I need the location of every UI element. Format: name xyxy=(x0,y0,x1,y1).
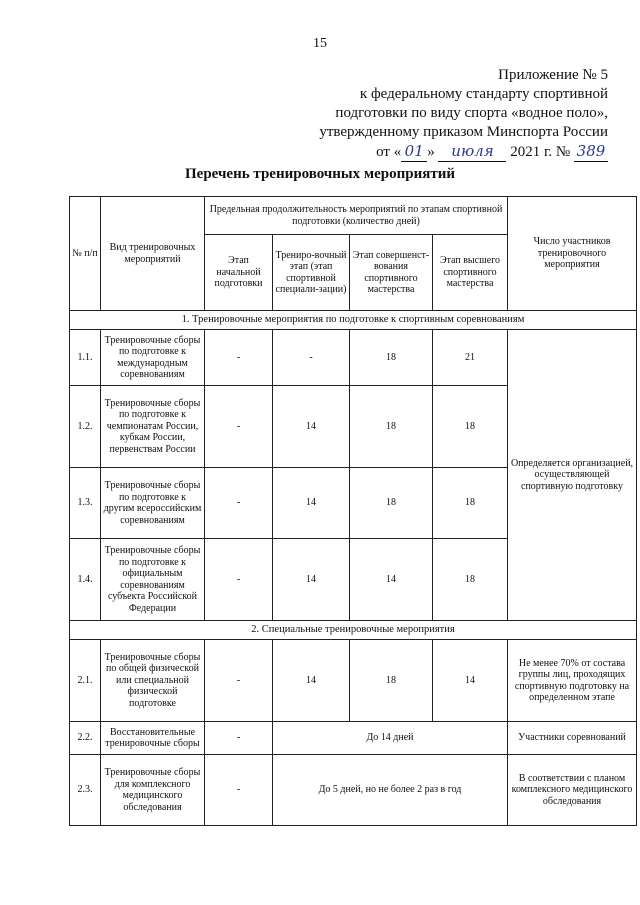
table-row xyxy=(70,640,637,722)
header-type: Вид тренировочных мероприятий xyxy=(101,197,205,311)
row-stage-4: 18 xyxy=(433,386,508,468)
row-num: 1.1. xyxy=(70,330,101,386)
appendix-line-4: утвержденному приказом Минспорта России xyxy=(319,124,608,140)
row-stage-3: 18 xyxy=(350,468,433,539)
row-stage-3: 14 xyxy=(350,539,433,621)
row-stage-4: 14 xyxy=(433,640,508,722)
row-num: 1.3. xyxy=(70,468,101,539)
row-stage-2: 14 xyxy=(273,539,350,621)
table-row xyxy=(70,755,637,826)
document-title: Перечень тренировочных мероприятий xyxy=(185,166,455,182)
row-stage-3: 18 xyxy=(350,330,433,386)
appendix-line-1: Приложение № 5 xyxy=(498,67,608,83)
appendix-header xyxy=(319,66,608,162)
row-participants: Не менее 70% от состава группы лиц, проходящих спортивную подготовку на определенном этапе xyxy=(508,640,637,722)
row-name: Тренировочные сборы для комплексного медицинского обследования xyxy=(101,755,205,826)
row-stage-1: - xyxy=(205,468,273,539)
header-stage-2: Трениро-вочный этап (этап спортивной специали-зации) xyxy=(273,235,350,311)
row-name: Восстановительные тренировочные сборы xyxy=(101,722,205,755)
row-num: 1.4. xyxy=(70,539,101,621)
row-stage-4: 21 xyxy=(433,330,508,386)
handwritten-number: 389 xyxy=(574,142,608,162)
row-stage-1: - xyxy=(205,386,273,468)
section-row-2 xyxy=(70,621,637,640)
header-num: № п/п xyxy=(70,197,101,311)
row-stage-4: 18 xyxy=(433,468,508,539)
header-participants: Число участников тренировочного мероприятия xyxy=(508,197,637,311)
row-merged-duration: До 5 дней, но не более 2 раз в год xyxy=(273,755,508,826)
section-1-title: 1. Тренировочные мероприятия по подготовке к спортивным соревнованиям xyxy=(70,311,637,330)
header-stage-3: Этап совершенст-вования спортивного мастерства xyxy=(350,235,433,311)
appendix-line-2: к федеральному стандарту спортивной xyxy=(359,86,608,102)
row-stage-1: - xyxy=(205,539,273,621)
training-events-table xyxy=(69,196,637,826)
row-participants: Участники соревнований xyxy=(508,722,637,755)
row-num: 2.3. xyxy=(70,755,101,826)
header-duration-group: Предельная продолжительность мероприятий по этапам спортивной подготовки (количество дней) xyxy=(205,197,508,235)
section-row-1 xyxy=(70,311,637,330)
row-stage-2: - xyxy=(273,330,350,386)
handwritten-month: июля xyxy=(438,142,506,162)
row-num: 2.2. xyxy=(70,722,101,755)
row-participants: В соответствии с планом комплексного медицинского обследования xyxy=(508,755,637,826)
row-name: Тренировочные сборы по подготовке к другим всероссийским соревнованиям xyxy=(101,468,205,539)
handwritten-day: 01 xyxy=(401,142,427,162)
table-row xyxy=(70,330,637,386)
row-name: Тренировочные сборы по подготовке к чемпионатам России, кубкам России, первенствам России xyxy=(101,386,205,468)
row-stage-4: 18 xyxy=(433,539,508,621)
header-stage-1: Этап начальной подготовки xyxy=(205,235,273,311)
row-name: Тренировочные сборы по подготовке к международным соревнованиям xyxy=(101,330,205,386)
row-num: 2.1. xyxy=(70,640,101,722)
row-name: Тренировочные сборы по подготовке к официальным соревнованиям субъекта Российской Федерации xyxy=(101,539,205,621)
date-year: 2021 г. № xyxy=(510,144,571,160)
appendix-line-3: подготовки по виду спорта «водное поло», xyxy=(335,105,608,121)
row-num: 1.2. xyxy=(70,386,101,468)
section-2-title: 2. Специальные тренировочные мероприятия xyxy=(70,621,637,640)
date-day-close: » xyxy=(427,144,435,160)
row-stage-2: 14 xyxy=(273,640,350,722)
header-stage-4: Этап высшего спортивного мастерства xyxy=(433,235,508,311)
appendix-date-line xyxy=(319,142,608,162)
row-stage-1: - xyxy=(205,640,273,722)
header-row-1 xyxy=(70,197,637,235)
table-row xyxy=(70,722,637,755)
row-stage-1: - xyxy=(205,722,273,755)
section-1-participants: Определяется организацией, осуществляющей спортивную подготовку xyxy=(508,330,637,621)
row-stage-3: 18 xyxy=(350,386,433,468)
page-number: 15 xyxy=(313,36,327,51)
row-stage-2: 14 xyxy=(273,386,350,468)
row-stage-1: - xyxy=(205,755,273,826)
date-prefix: от « xyxy=(376,144,402,160)
row-stage-2: 14 xyxy=(273,468,350,539)
row-name: Тренировочные сборы по общей физической или специальной физической подготовке xyxy=(101,640,205,722)
row-stage-1: - xyxy=(205,330,273,386)
row-stage-3: 18 xyxy=(350,640,433,722)
row-merged-duration: До 14 дней xyxy=(273,722,508,755)
